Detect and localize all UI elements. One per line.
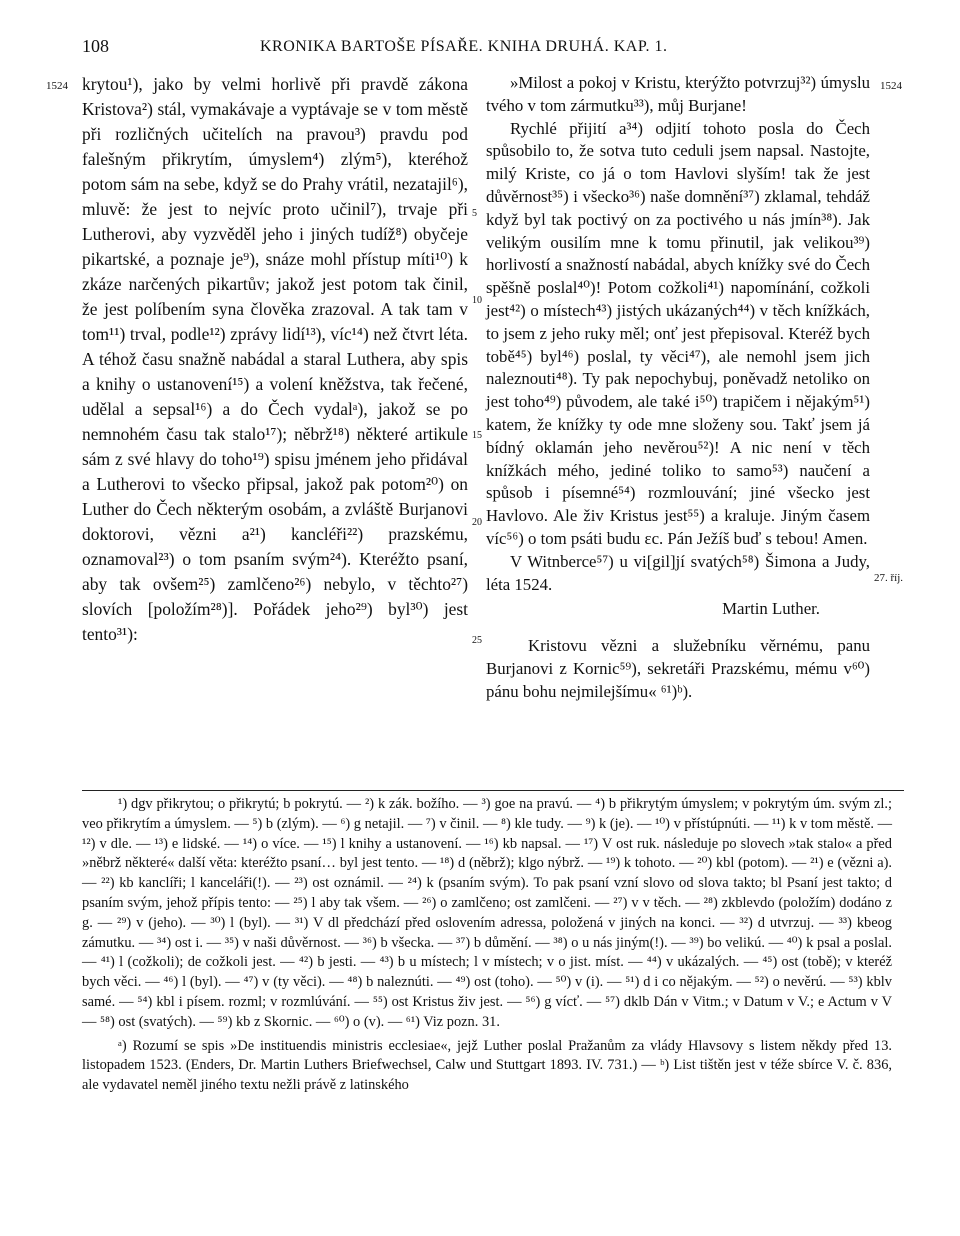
line-number-5: 5 — [472, 208, 477, 219]
footnotes — [82, 795, 892, 1096]
line-number-25: 25 — [472, 635, 482, 646]
letter-greeting: »Milost a pokoj v Kristu, kterýžto potvrzuj³²) úmyslu tvého v tom zármutku³³), můj Burjane! — [486, 73, 870, 115]
footnote-rule — [82, 790, 904, 791]
letter-body: Rychlé přijití a³⁴) odjití tohoto posla do Čech spůsobilo to, že sotva tuto ceduli jsem napsal. Nastojte, milý Kriste, co já o tom Havlovi slyším! tak že jest důvěrnost³⁵) i všecko³⁶) naše domnění³⁷) zklamal, tehdáž když byl tak poctivý on za poctivého u nás jmín³⁸). Jak velikým ousilím mne k tomu přinutil, jak velikou³⁹) horlivostí a snažností nabádal, abych knížky své do Čech spěšně poslal⁴⁰)! Potom cožkoli⁴¹) napomínání, cožkoli jest⁴²) o místech⁴³) jistých ukázaných⁴⁴) v těch knížkách, to jsem z jeho ruky měl; onť jest přepisoval. Kteréž bych tobě⁴⁵) byl⁴⁶) poslal, ty věci⁴⁷), ale nemohl jsem jich naleznouti⁴⁸). Ty pak nepochybuj, poněvadž netoliko on jest toho⁴⁹) původem, ale také i⁵⁰) trapičem i nějakým⁵¹) katem, že knížky ty ode mne složeny sou. Takť jsem já bídný oklamán jeho nevěrou⁵²)! A nic není v těch knížkách mého, jediné toliko to samo⁵³) naučení a spůsob i písemné⁵⁴) rozmlouvání; jiné všecko jest Havlovo. Ale živ Kristus jest⁵⁵) a kraluje. Jiným časem víc⁵⁶) o tom psáti budu ɛc. Pán Ježíš buď s tebou! Amen. — [486, 118, 870, 548]
right-margin-date: 27. říj. — [874, 572, 904, 584]
line-number-15: 15 — [472, 430, 482, 441]
letter-signature: Martin Luther. — [722, 599, 820, 619]
right-column — [486, 72, 870, 704]
line-number-20: 20 — [472, 517, 482, 528]
letter-address: Kristovu vězni a služebníku věrnému, panu Burjanovi z Kornic⁵⁹), sekretáři Prazskému, mému v⁶⁰) pánu bohu nejmilejšímu« ⁶¹)ᵇ). — [486, 636, 870, 701]
left-margin-year: 1524 — [46, 80, 68, 92]
letter-dateline: V Witnberce⁵⁷) u vi[gil]jí svatých⁵⁸) Šimona a Judy, léta 1524. — [486, 551, 870, 594]
line-number-10: 10 — [472, 295, 482, 306]
footnote-apparatus: ¹) dgv přikrytou; o přikrytú; b pokrytú. — ²) k zák. božího. — ³) goe na pravú. — ⁴) b přikrytým úmyslem; v pokrytým úm. svým zl.; veo přikrytím a úmyslem. — ⁵) b (zlým). — ⁶) g netajil. — ⁷) v činil. — ⁸) kle tudy. — ⁹) k (je). — ¹⁰) v přístúpnúti. — ¹¹) k v tom městě. — ¹²) v dle. — ¹³) e lidské. — ¹⁴) o více. — ¹⁵) l knihy a ustanovení. — ¹⁶) kb napsal. — ¹⁷) V ost ruk. následuje po slovech »tak stalo« a před »něbrž některé« další věta: kteréžto psaní… byl jest tento. — ¹⁸) d (něbrž); klgo nýbrž. — ¹⁹) k tohoto. — ²⁰) kbl (potom). — ²¹) e (vězni a). — ²²) kb kanclíři; l kanceláři(!). — ²³) ost oznámil. — ²⁴) k (psaním svým). To pak psaní vzní slovo od slova takto; bl Psaní jest takto; d psaním svým, jehož přípis tento: — ²⁵) l aby tak všem. — ²⁶) o zamlčeno; ost zamlčeni. — ²⁷) v v těch. — ²⁸) zkblevdo (položím) dodáno z g. — ²⁹) v (jeho). — ³⁰) l (byl). — ³¹) V dl předchází před oslovením adressa, položená v jiných na konci. — ³²) d utvrzuj. — ³³) kbeog zámutku. — ³⁴) ost i. — ³⁵) v naši důvěrnost. — ³⁶) b všecka. — ³⁷) b důmění. — ³⁸) o u nás jiným(!). — ³⁹) bo velikú. — ⁴⁰) k psal a poslal. — ⁴¹) l (cožkoli); de cožkoli jest. — ⁴²) b jesti. — ⁴³) b u místech; l v místech; v o jist. míst. — ⁴⁴) v ukázalých. — ⁴⁵) ost (tobě); v kteréž bych věci. — ⁴⁶) l (byl). — ⁴⁷) v (ty věci). — ⁴⁸) b naleznúti. — ⁴⁹) ost (toho). — ⁵⁰) v (i). — ⁵¹) d i co nějakým. — ⁵²) o nevěrú. — ⁵³) kblv samé. — ⁵⁴) kbl i písem. rozml; v rozmlúvání. — ⁵⁵) ost Kristus živ jest. — ⁵⁶) g vícť. — ⁵⁷) dklb Dán v Vitm.; v Datum v V.; e Actum v V — ⁵⁸) ost (svatých). — ⁵⁹) kb z Skornic. — ⁶⁰) o (v). — ⁶¹) Viz pozn. 31. — [82, 796, 892, 1030]
running-title: KRONIKA BARTOŠE PÍSAŘE. KNIHA DRUHÁ. KAP. 1. — [260, 38, 668, 55]
right-margin-year: 1524 — [880, 80, 902, 92]
left-column — [82, 72, 468, 647]
page-number: 108 — [82, 36, 109, 56]
footnote-note-a: ᵃ) Rozumí se spis »De instituendis ministris ecclesiae«, jejž Luther poslal Pražanům za vlády Hlavsovy s listem někdy před 13. listopadem 1523. (Enders, Dr. Martin Luthers Briefwechsel, Calw und Stuttgart 1893. IV. 731.) — ᵇ) List tištěn jest v téže sbírce V. č. 836, ale vydavatel neměl jiného textu nežli právě z latinského — [82, 1037, 892, 1094]
left-paragraph: krytou¹), jako by velmi horlivě při pravdě zákona Kristova²) stál, vymakávaje a vyptávaje se v tom městě při rozličných učitelích na pravou³) pravdu pod falešným přikrytím, úmyslem⁴) zlým⁵), kteréhož potom sám na sebe, když se do Prahy vrátil, nezatajil⁶), mluvě: že jest to nejvíc proto učinil⁷), trvaje při Lutherovi, aby vyzvěděl jeho i jiných tudíž⁸) obyčeje pikartské, a poznaje je⁹), snáze mohl přístup míti¹⁰) k zkáze narčených pikartův; jakož jest potom tak činil, že jest políbením syna člověka zrazoval. A tak tam v tom¹¹) trval, podle¹²) zprávy lidí¹³), víc¹⁴) než čtvrt léta. A téhož času snažně nabádal a staral Luthera, aby spis a knihy o ustanovení¹⁵) a volení kněžstva, tak řečené, udělal a sepsal¹⁶) a do Čech vydalᵃ), jakož se po nemnohém času tak stalo¹⁷); něbrž¹⁸) některé artikule sám z své hlavy do toho¹⁹) spisu jménem jeho přidával a Lutherovi to všecko připsal, jakož pak potom²⁰) on Luther do Čech některým osobám, a zvláště Burjanovi doktorovi, vězni a²¹) kancléři²²) prazskému, oznamoval²³) o tom psaním svým²⁴). Kteréžto psaní, aby tak ovšem²⁵) zamlčeno²⁶) nebylo, v těchto²⁷) slovích [položím²⁸)]. Pořádek jeho²⁹) byl³⁰) jest tento³¹): — [82, 74, 468, 644]
